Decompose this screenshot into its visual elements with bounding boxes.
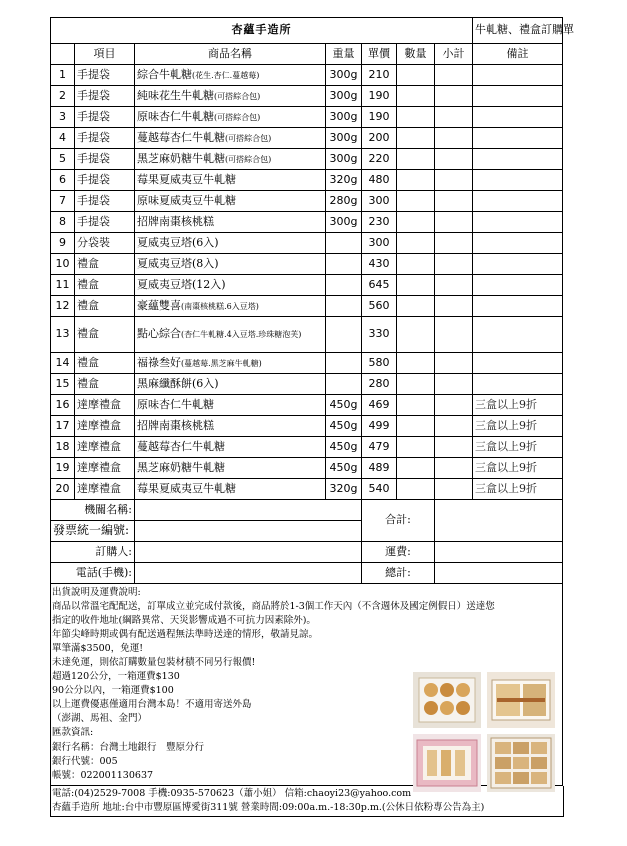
row-weight: 300g <box>326 149 362 170</box>
info-line: 90公分以內，一箱運費$100 <box>52 685 174 697</box>
row-price: 300 <box>362 233 397 254</box>
table-row <box>51 233 563 254</box>
table-row <box>51 107 563 128</box>
row-note: 三盒以上9折 <box>473 416 563 437</box>
product-name-text: 綜合牛軋糖 <box>137 67 192 81</box>
row-number: 3 <box>51 107 75 128</box>
row-item-type: 達摩禮盒 <box>75 416 135 437</box>
product-name-text: 蔓越莓杏仁牛軋糖 <box>137 130 225 144</box>
info-line: 帳號：022001130637 <box>52 769 154 781</box>
row-weight: 450g <box>326 416 362 437</box>
header-name: 商品名稱 <box>135 44 326 65</box>
header-price: 單價 <box>362 44 397 65</box>
row-subtotal-field[interactable] <box>435 374 473 395</box>
row-note <box>473 254 563 275</box>
product-name-text: 夏威夷豆塔(8入) <box>137 256 219 270</box>
row-weight: 320g <box>326 170 362 191</box>
row-number: 6 <box>51 170 75 191</box>
row-product-name <box>135 86 326 107</box>
row-quantity-field[interactable] <box>397 437 435 458</box>
row-item-type: 禮盒 <box>75 254 135 275</box>
row-note <box>473 191 563 212</box>
shipping-field[interactable] <box>435 542 563 563</box>
row-quantity-field[interactable] <box>397 107 435 128</box>
info-line: 年節尖峰時期或偶有配送過程無法準時送達的情形，敬請見諒。 <box>52 629 319 641</box>
grand-total-field[interactable] <box>435 563 563 584</box>
form-title: 杏蘊手造所 <box>51 18 473 44</box>
row-subtotal-field[interactable] <box>435 65 473 86</box>
row-item-type: 達摩禮盒 <box>75 395 135 416</box>
row-weight <box>326 374 362 395</box>
table-row <box>51 479 563 500</box>
info-line: 銀行名稱：台灣土地銀行 豐原分行 <box>52 741 205 753</box>
info-line: 商品以常溫宅配配送，訂單成立並完成付款後，商品將於1-3個工作天內（不含週休及國定例假日）送達您 <box>52 601 495 613</box>
table-row <box>51 275 563 296</box>
row-subtotal-field[interactable] <box>435 395 473 416</box>
table-row <box>51 212 563 233</box>
table-row <box>51 149 563 170</box>
product-photo-tray-box <box>487 734 555 792</box>
row-subtotal-field[interactable] <box>435 458 473 479</box>
row-quantity-field[interactable] <box>397 149 435 170</box>
info-line: 指定的收件地址(綱路異常、天災影響成過不可抗力因素除外)。 <box>52 615 316 627</box>
info-line: 超過120公分，一箱運費$130 <box>52 671 180 683</box>
header-weight: 重量 <box>326 44 362 65</box>
row-product-name <box>135 212 326 233</box>
row-product-name <box>135 437 326 458</box>
row-price: 280 <box>362 374 397 395</box>
row-note <box>473 86 563 107</box>
row-quantity-field[interactable] <box>397 395 435 416</box>
table-row <box>51 128 563 149</box>
table-row <box>51 65 563 86</box>
row-number: 10 <box>51 254 75 275</box>
row-price: 489 <box>362 458 397 479</box>
buyer-label: 訂購人: <box>51 542 135 563</box>
row-note: 三盒以上9折 <box>473 395 563 416</box>
row-number: 5 <box>51 149 75 170</box>
row-item-type: 手提袋 <box>75 212 135 233</box>
contact-line: 電話:(04)2529-7008 手機:0935-570623（蕭小姐） 信箱:chaoyi23@yahoo.com <box>52 787 412 799</box>
row-price: 499 <box>362 416 397 437</box>
header-no <box>51 44 75 65</box>
row-subtotal-field[interactable] <box>435 317 473 353</box>
product-name-text: 黑麻纖酥餅(6入) <box>137 376 219 390</box>
table-row <box>51 254 563 275</box>
buyer-field[interactable] <box>135 542 362 563</box>
row-item-type: 手提袋 <box>75 65 135 86</box>
product-name-text: 原味杏仁牛軋糖 <box>137 397 214 411</box>
row-note <box>473 296 563 317</box>
row-quantity-field[interactable] <box>397 353 435 374</box>
product-photo-pink-box <box>413 734 481 792</box>
product-name-text: 招牌南棗核桃糕 <box>137 214 214 228</box>
row-price: 300 <box>362 191 397 212</box>
table-row <box>51 86 563 107</box>
row-price: 210 <box>362 65 397 86</box>
row-product-name <box>135 458 326 479</box>
row-weight: 300g <box>326 65 362 86</box>
row-price: 190 <box>362 107 397 128</box>
info-line: 出貨說明及運費說明: <box>52 587 141 598</box>
row-item-type: 禮盒 <box>75 296 135 317</box>
row-note: 三盒以上9折 <box>473 458 563 479</box>
row-quantity-field[interactable] <box>397 65 435 86</box>
row-number: 12 <box>51 296 75 317</box>
row-price: 540 <box>362 479 397 500</box>
row-item-type: 手提袋 <box>75 170 135 191</box>
row-price: 200 <box>362 128 397 149</box>
row-price: 220 <box>362 149 397 170</box>
address-line: 杏蘊手造所 地址:台中市豐原區博愛街311號 營業時間:09:00a.m.-18:30p.m.(公休日依粉專公告為主) <box>52 801 485 813</box>
row-product-name <box>135 275 326 296</box>
row-item-type: 禮盒 <box>75 353 135 374</box>
row-note <box>473 149 563 170</box>
header-subtotal: 小計 <box>435 44 473 65</box>
row-product-name <box>135 149 326 170</box>
footer-row-phone <box>51 563 563 584</box>
table-row <box>51 170 563 191</box>
info-line: 單筆滿$3500，免運! <box>52 643 144 655</box>
row-item-type: 手提袋 <box>75 86 135 107</box>
row-price: 479 <box>362 437 397 458</box>
row-price: 645 <box>362 275 397 296</box>
product-name-detail: (南棗核桃糕.6入豆塔) <box>181 301 259 311</box>
row-weight: 450g <box>326 437 362 458</box>
row-product-name <box>135 296 326 317</box>
product-name-text: 黑芝麻奶糖牛軋糖 <box>137 460 225 474</box>
row-item-type: 禮盒 <box>75 374 135 395</box>
tax-field[interactable] <box>135 521 362 542</box>
table-row <box>51 437 563 458</box>
info-line: 未達免運，則依訂購數量包裝材積不同另行報價! <box>52 657 256 669</box>
row-subtotal-field[interactable] <box>435 170 473 191</box>
row-price: 580 <box>362 353 397 374</box>
order-table <box>50 17 575 584</box>
row-weight <box>326 296 362 317</box>
row-number: 7 <box>51 191 75 212</box>
row-weight: 450g <box>326 458 362 479</box>
row-number: 13 <box>51 317 75 353</box>
row-number: 1 <box>51 65 75 86</box>
shipping-label: 運費: <box>362 542 435 563</box>
table-row <box>51 416 563 437</box>
total-label: 合計: <box>362 500 435 542</box>
footer-row-buyer <box>51 542 563 563</box>
tax-label: 發票統一編號: <box>51 521 135 542</box>
row-product-name <box>135 170 326 191</box>
shipping-info <box>50 584 563 786</box>
row-product-name <box>135 374 326 395</box>
product-photo-tarts-box <box>413 672 481 728</box>
row-price: 430 <box>362 254 397 275</box>
row-quantity-field[interactable] <box>397 86 435 107</box>
org-field[interactable] <box>135 500 362 521</box>
product-name-detail: (花生.杏仁.蔓越莓) <box>192 70 260 80</box>
row-subtotal-field[interactable] <box>435 128 473 149</box>
table-row <box>51 317 563 353</box>
row-price: 330 <box>362 317 397 353</box>
row-quantity-field[interactable] <box>397 254 435 275</box>
table-row <box>51 395 563 416</box>
row-weight <box>326 233 362 254</box>
row-subtotal-field[interactable] <box>435 191 473 212</box>
row-product-name <box>135 65 326 86</box>
row-quantity-field[interactable] <box>397 170 435 191</box>
row-weight <box>326 275 362 296</box>
info-line: 匯款資訊: <box>52 727 94 739</box>
row-subtotal-field[interactable] <box>435 149 473 170</box>
total-field[interactable] <box>435 500 563 542</box>
row-quantity-field[interactable] <box>397 191 435 212</box>
header-row <box>51 44 563 65</box>
header-qty: 數量 <box>397 44 435 65</box>
row-subtotal-field[interactable] <box>435 416 473 437</box>
row-note <box>473 353 563 374</box>
row-note <box>473 212 563 233</box>
product-name-detail: (可搭綜合包) <box>225 154 272 164</box>
header-note: 備註 <box>473 44 563 65</box>
row-subtotal-field[interactable] <box>435 254 473 275</box>
row-product-name <box>135 191 326 212</box>
product-name-text: 點心綜合 <box>137 327 181 341</box>
row-number: 20 <box>51 479 75 500</box>
row-subtotal-field[interactable] <box>435 107 473 128</box>
table-row <box>51 374 563 395</box>
org-label: 機關名稱: <box>51 500 135 521</box>
row-item-type: 達摩禮盒 <box>75 458 135 479</box>
row-subtotal-field[interactable] <box>435 437 473 458</box>
row-weight: 300g <box>326 86 362 107</box>
row-product-name <box>135 416 326 437</box>
row-subtotal-field[interactable] <box>435 233 473 254</box>
row-item-type: 手提袋 <box>75 107 135 128</box>
row-number: 8 <box>51 212 75 233</box>
table-row <box>51 296 563 317</box>
row-weight: 300g <box>326 128 362 149</box>
row-note <box>473 107 563 128</box>
row-item-type: 達摩禮盒 <box>75 437 135 458</box>
row-subtotal-field[interactable] <box>435 86 473 107</box>
row-note: 三盒以上9折 <box>473 437 563 458</box>
row-quantity-field[interactable] <box>397 317 435 353</box>
row-number: 17 <box>51 416 75 437</box>
row-product-name <box>135 233 326 254</box>
row-product-name <box>135 128 326 149</box>
row-weight: 280g <box>326 191 362 212</box>
table-row <box>51 191 563 212</box>
row-note <box>473 65 563 86</box>
product-name-detail: (可搭綜合包) <box>214 91 261 101</box>
phone-field[interactable] <box>135 563 362 584</box>
row-item-type: 手提袋 <box>75 191 135 212</box>
row-quantity-field[interactable] <box>397 212 435 233</box>
product-name-text: 夏威夷豆塔(12入) <box>137 277 226 291</box>
row-price: 560 <box>362 296 397 317</box>
row-item-type: 分袋裝 <box>75 233 135 254</box>
row-price: 469 <box>362 395 397 416</box>
row-subtotal-field[interactable] <box>435 212 473 233</box>
product-name-detail: (蔓越莓.黑芝麻牛軋糖) <box>181 358 262 368</box>
product-name-text: 莓果夏威夷豆牛軋糖 <box>137 481 236 495</box>
row-item-type: 手提袋 <box>75 149 135 170</box>
row-quantity-field[interactable] <box>397 275 435 296</box>
row-number: 19 <box>51 458 75 479</box>
product-name-detail: (杏仁牛軋糖.4入豆塔.珍珠糖泡芙) <box>181 330 302 340</box>
row-weight <box>326 353 362 374</box>
row-note <box>473 128 563 149</box>
row-weight: 450g <box>326 395 362 416</box>
row-note <box>473 374 563 395</box>
row-number: 18 <box>51 437 75 458</box>
form-subtitle: 牛軋糖、禮盒訂購單 <box>473 18 563 44</box>
row-price: 230 <box>362 212 397 233</box>
row-product-name <box>135 254 326 275</box>
row-item-type: 禮盒 <box>75 275 135 296</box>
row-product-name <box>135 317 326 353</box>
row-subtotal-field[interactable] <box>435 479 473 500</box>
row-weight <box>326 317 362 353</box>
product-name-text: 黑芝麻奶糖牛軋糖 <box>137 151 225 165</box>
row-weight: 320g <box>326 479 362 500</box>
info-line: 銀行代號：005 <box>52 755 118 767</box>
product-name-detail: (可搭綜合包) <box>214 112 261 122</box>
row-number: 2 <box>51 86 75 107</box>
row-price: 190 <box>362 86 397 107</box>
row-quantity-field[interactable] <box>397 374 435 395</box>
row-note <box>473 317 563 353</box>
row-quantity-field[interactable] <box>397 479 435 500</box>
row-item-type: 達摩禮盒 <box>75 479 135 500</box>
row-quantity-field[interactable] <box>397 416 435 437</box>
product-name-text: 原味夏威夷豆牛軋糖 <box>137 193 236 207</box>
row-number: 4 <box>51 128 75 149</box>
product-name-text: 夏威夷豆塔(6入) <box>137 235 219 249</box>
row-subtotal-field[interactable] <box>435 353 473 374</box>
row-subtotal-field[interactable] <box>435 275 473 296</box>
row-product-name <box>135 479 326 500</box>
row-number: 9 <box>51 233 75 254</box>
footer-row-org <box>51 500 563 521</box>
row-quantity-field[interactable] <box>397 233 435 254</box>
product-name-text: 福祿叁好 <box>137 355 181 369</box>
product-name-text: 純味花生牛軋糖 <box>137 88 214 102</box>
row-subtotal-field[interactable] <box>435 296 473 317</box>
row-item-type: 手提袋 <box>75 128 135 149</box>
product-name-text: 招牌南棗核桃糕 <box>137 418 214 432</box>
row-note <box>473 275 563 296</box>
row-quantity-field[interactable] <box>397 296 435 317</box>
row-price: 480 <box>362 170 397 191</box>
grand-total-label: 總計: <box>362 563 435 584</box>
product-name-text: 莓果夏威夷豆牛軋糖 <box>137 172 236 186</box>
product-name-text: 蔓越莓杏仁牛軋糖 <box>137 439 225 453</box>
row-product-name <box>135 395 326 416</box>
phone-label: 電話(手機): <box>51 563 135 584</box>
order-form <box>50 17 575 817</box>
product-photo-gift-box <box>487 672 555 728</box>
product-name-detail: (可搭綜合包) <box>225 133 272 143</box>
row-note: 三盒以上9折 <box>473 479 563 500</box>
header-item: 項目 <box>75 44 135 65</box>
row-number: 11 <box>51 275 75 296</box>
row-number: 16 <box>51 395 75 416</box>
row-item-type: 禮盒 <box>75 317 135 353</box>
row-note <box>473 233 563 254</box>
info-line: （澎湖、馬祖、金門） <box>52 713 148 725</box>
row-number: 15 <box>51 374 75 395</box>
row-quantity-field[interactable] <box>397 458 435 479</box>
row-number: 14 <box>51 353 75 374</box>
product-name-text: 原味杏仁牛軋糖 <box>137 109 214 123</box>
row-weight: 300g <box>326 107 362 128</box>
product-rows <box>51 65 563 500</box>
product-name-text: 豪蘊雙喜 <box>137 298 181 312</box>
row-weight: 300g <box>326 212 362 233</box>
row-quantity-field[interactable] <box>397 128 435 149</box>
row-weight <box>326 254 362 275</box>
row-product-name <box>135 107 326 128</box>
table-row <box>51 458 563 479</box>
info-line: 以上運費優惠僅適用台灣本島！不適用寄送外島 <box>52 699 252 711</box>
row-note <box>473 170 563 191</box>
table-row <box>51 353 563 374</box>
row-product-name <box>135 353 326 374</box>
